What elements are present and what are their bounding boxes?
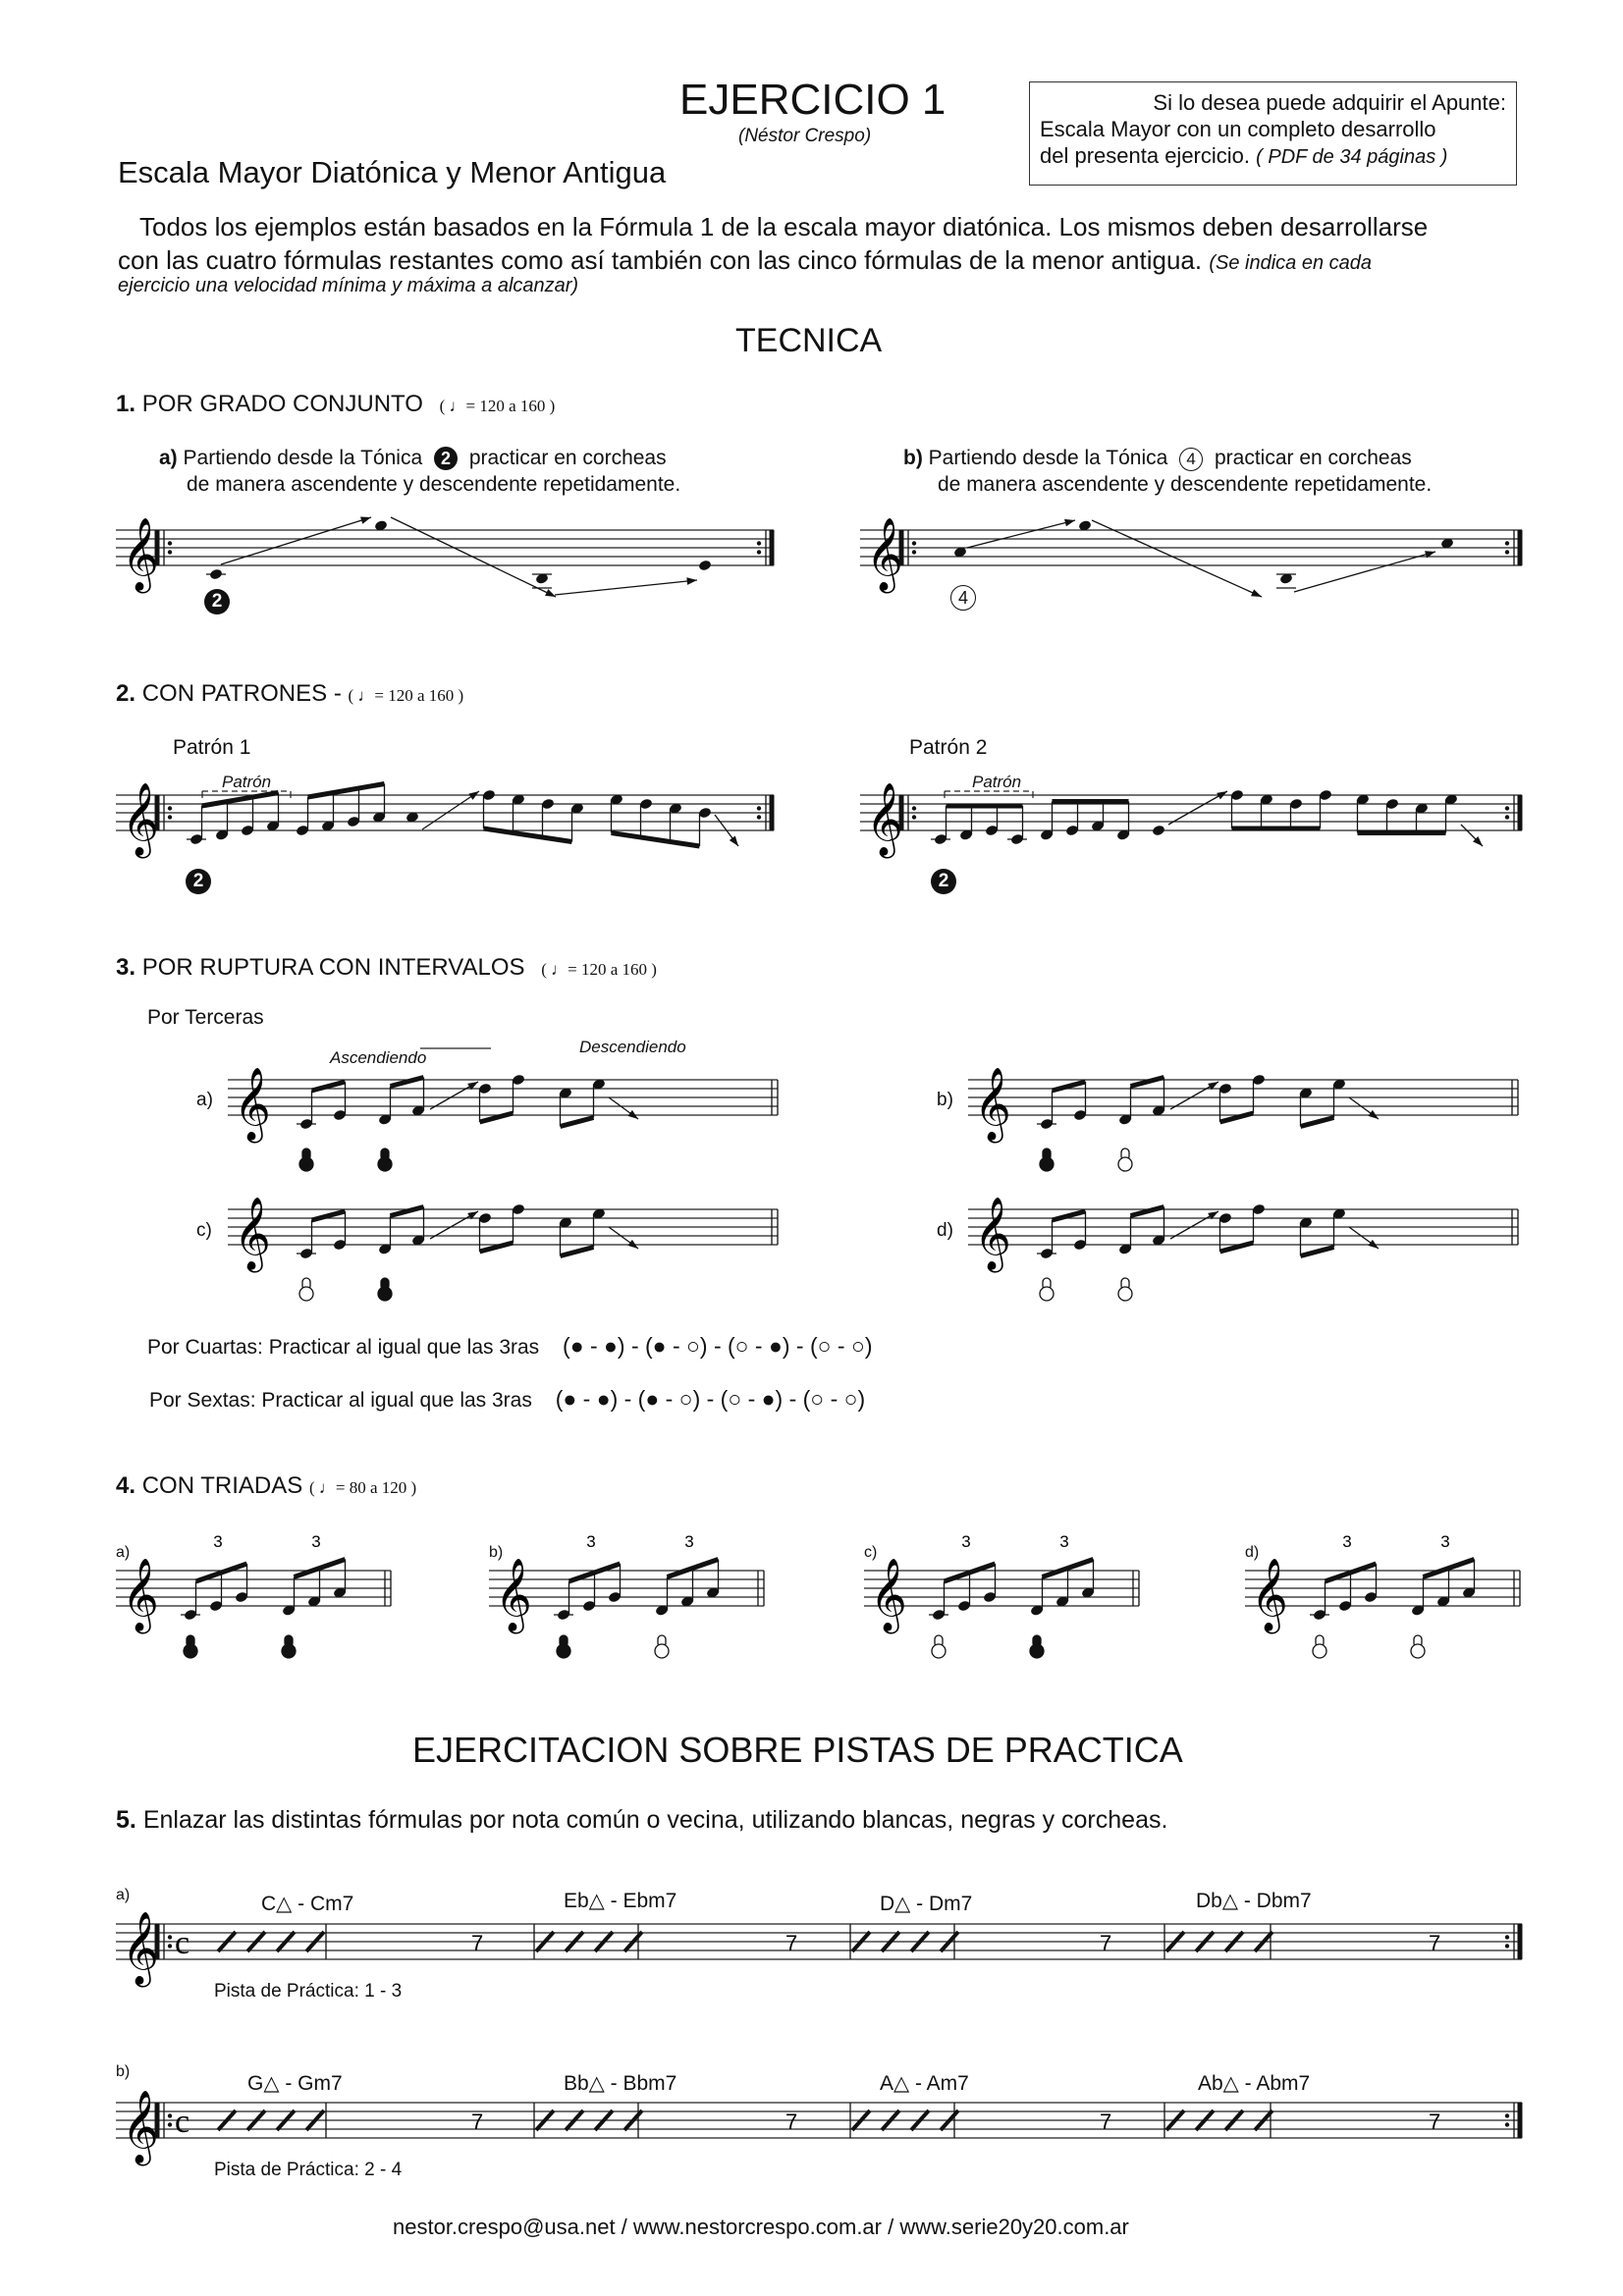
pistas-heading: EJERCITACION SOBRE PISTAS DE PRACTICA [412,1730,1183,1770]
note-beam [391,1078,424,1087]
repeat-dot [168,2122,172,2126]
note-beam [312,1082,346,1091]
exercise-label-c: c) [196,1220,212,1241]
circled-string-number: 4 [950,585,976,611]
note-beam [1131,1207,1164,1216]
treble-clef: 𝄞 [974,1068,1011,1141]
triplet-number: 3 [961,1532,971,1551]
finger-open-icon [1118,1287,1132,1301]
treble-clef: 𝄞 [122,783,159,856]
arrow-line [221,517,371,564]
repeat-dot [168,1935,172,1939]
circled-string-number: 2 [931,869,956,894]
repeat-dot [912,806,916,810]
repeat-dot [757,550,761,554]
treble-clef: 𝄞 [122,1912,159,1985]
finger-pressed-icon [378,1287,392,1301]
note-beam [1053,1211,1086,1220]
note-beam [1301,1118,1334,1127]
author: (Néstor Crespo) [738,126,872,146]
treble-clef: 𝄞 [974,1198,1011,1270]
triad-label-c: c) [864,1544,878,1561]
triplet-number: 3 [1059,1532,1069,1551]
repeat-dot [1505,2113,1509,2117]
circled-string-number: 2 [204,589,230,614]
finger-pressed-icon [282,1644,296,1658]
treble-clef: 𝄞 [122,1559,159,1631]
measure-repeat-sign: 7 [785,2109,798,2134]
repeat-dot [168,806,172,810]
info-line-1: Si lo desea puede adquirir el Apunte: [1153,90,1506,115]
repeat-dot [1505,1935,1509,1939]
s1-a-label: a) [159,447,178,469]
tempo-marking: ( ♩= 120 a 160 ) [348,686,464,705]
triad-label-d: d) [1245,1544,1260,1561]
pattern-bracket-label: Patrón [972,773,1022,791]
circled-string-number: 4 [1179,448,1203,471]
tempo-marking: ( ♩= 120 a 160 ) [439,397,556,415]
finger-pressed-icon [557,1644,570,1658]
measure-repeat-sign: 7 [471,2109,484,2134]
info-line-3: del presenta ejercicio. [1040,143,1251,168]
finger-pressed-icon [1030,1644,1044,1658]
note-beam [1131,1078,1164,1087]
repeat-dot [912,550,916,554]
chord-symbol: A△ - Am7 [880,2072,969,2095]
section-3-text: POR RUPTURA CON INTERVALOS [141,954,525,981]
exercise-label-d: d) [937,1220,953,1241]
treble-clef: 𝄞 [495,1559,532,1631]
tecnica-heading: TECNICA [735,322,883,359]
measure-repeat-sign: 7 [1429,1931,1441,1955]
intro-line-3: ejercicio una velocidad mínima y máxima a alcanzar) [118,275,579,296]
treble-clef: 𝄞 [1251,1559,1288,1631]
descendiendo-label: Descendiendo [579,1038,686,1056]
repeat-dot [912,815,916,819]
circled-string-number: 2 [186,869,211,894]
repeat-dot [168,2113,172,2117]
treble-clef: 𝄞 [122,2091,159,2163]
measure-repeat-sign: 7 [785,1931,798,1955]
triad-label-b: b) [489,1544,504,1561]
arrow-line [967,520,1075,548]
chord-symbol: D△ - Dm7 [880,1893,973,1915]
terceras-label: Por Terceras [147,1006,264,1029]
note-beam [1220,1113,1254,1122]
finger-open-icon [932,1644,946,1658]
subtitle: Escala Mayor Diatónica y Menor Antigua [118,155,667,189]
chord-symbol: G△ - Gm7 [247,2072,343,2095]
section-3-number: 3. [116,954,136,981]
ascendiendo-label: Ascendiendo [330,1048,427,1067]
s1-a-line1b: practicar en corcheas [468,447,667,469]
triplet-number: 3 [311,1532,321,1551]
finger-pressed-icon [378,1157,392,1171]
track-label-b: Pista de Práctica: 2 - 4 [214,2160,403,2180]
intro-line-2: con las cuatro fórmulas restantes como así también con las cinco fórmulas de la menor antigua. [118,245,1203,275]
triplet-number: 3 [586,1532,596,1551]
finger-pressed-icon [1040,1157,1054,1171]
cuartas-text: Por Cuartas: Practicar al igual que las 3ras [147,1336,540,1359]
finger-open-icon [299,1287,313,1301]
finger-combos: (● - ●) - (● - ○) - (○ - ●) - (○ - ○) [563,1333,873,1359]
repeat-dot [757,541,761,545]
finger-open-icon [655,1644,669,1658]
repeat-dot [1505,1944,1509,1948]
exercise-label-a: a) [196,1090,213,1110]
repeat-dot [1505,815,1509,819]
repeat-dot [912,541,916,545]
triplet-number: 3 [1342,1532,1352,1551]
footer-contact: nestor.crespo@usa.net / www.nestorcrespo.com.ar / www.serie20y20.com.ar [393,2215,1129,2239]
info-line-2: Escala Mayor con un completo desarrollo [1040,117,1436,141]
arrow-head [730,835,738,846]
intro-line-1: Todos los ejemplos están basados en la Fórmula 1 de la escala mayor diatónica. Los mismos deben desarrollarse [139,212,1429,241]
section-4-text: CON TRIADAS [141,1472,303,1499]
triad-label-a: a) [116,1544,131,1561]
row-b-label: b) [116,2063,131,2080]
tempo-marking: ( ♩= 80 a 120 ) [308,1478,417,1497]
finger-pressed-icon [184,1644,197,1658]
treble-clef: 𝄞 [870,1559,907,1631]
info-line-3-note: ( PDF de 34 páginas ) [1256,146,1448,168]
repeat-dot [168,815,172,819]
arrow-head [1251,589,1262,597]
sextas-text: Por Sextas: Practicar al igual que las 3ras [149,1389,532,1412]
treble-clef: 𝄞 [122,518,159,591]
pattern-2-label: Patrón 2 [909,736,988,759]
s1-a-line2: de manera ascendente y descendente repetidamente. [187,473,681,496]
note-beam [612,833,700,847]
note-head [698,560,712,572]
chord-symbol: Bb△ - Bbm7 [564,2072,677,2095]
finger-open-icon [1040,1287,1054,1301]
note-beam [1301,1248,1334,1256]
section-2-text: CON PATRONES - [141,680,342,707]
arrow-head [545,589,556,597]
s1-b-label: b) [903,447,923,469]
arrow-line [422,791,479,829]
repeat-dot [757,815,761,819]
arrow-head [1064,519,1075,526]
s1-b-line1: Partiendo desde la Tónica [928,447,1168,469]
finger-open-icon [1411,1644,1425,1658]
finger-open-icon [1118,1157,1132,1171]
arrow-head [686,577,697,585]
section-5-number: 5. [116,1806,136,1834]
triplet-number: 3 [1440,1532,1450,1551]
note-beam [561,1248,594,1256]
arrow-line [1168,791,1227,825]
circled-string-number: 2 [434,447,458,470]
s1-b-line2: de manera ascendente y descendente repetidamente. [938,473,1433,496]
repeat-dot [168,541,172,545]
triplet-number: 3 [213,1532,223,1551]
treble-clef: 𝄞 [234,1068,271,1141]
repeat-dot [757,806,761,810]
repeat-dot [1505,806,1509,810]
section-1-number: 1. [116,391,136,417]
measure-repeat-sign: 7 [1100,2109,1112,2134]
chord-symbol: Ab△ - Abm7 [1198,2072,1311,2095]
repeat-dot [168,550,172,554]
intro-line-2-note: (Se indica en cada [1209,252,1373,274]
arrow-line [1294,552,1435,592]
chord-symbol: Db△ - Dbm7 [1196,1890,1312,1912]
note-beam [1220,1243,1254,1252]
pattern-1-label: Patrón 1 [173,736,251,759]
row-a-label: a) [116,1887,131,1903]
tempo-marking: ( ♩= 120 a 160 ) [541,960,657,979]
note-head [1152,825,1165,837]
section-5-text: Enlazar las distintas fórmulas por nota común o vecina, utilizando blancas, negras y corcheas. [142,1806,1168,1834]
pattern-bracket-label: Patrón [222,773,272,791]
repeat-dot [1505,541,1509,545]
measure-repeat-sign: 7 [1429,2109,1441,2134]
repeat-dot [1505,550,1509,554]
note-beam [391,1207,424,1216]
repeat-dot [1505,2122,1509,2126]
repeat-dot [168,1944,172,1948]
note-beam [561,1118,594,1127]
page-title: EJERCICIO 1 [679,76,947,124]
s1-b-line1b: practicar en corcheas [1214,447,1412,469]
s1-a-line1: Partiendo desde la Tónica [183,447,423,469]
section-1-text: POR GRADO CONJUNTO [141,391,423,417]
track-label-a: Pista de Práctica: 1 - 3 [214,1981,403,2002]
chord-symbol: C△ - Cm7 [261,1893,354,1915]
finger-pressed-icon [299,1157,313,1171]
triplet-number: 3 [684,1532,694,1551]
time-signature: c [175,2104,190,2140]
treble-clef: 𝄞 [234,1198,271,1270]
measure-repeat-sign: 7 [1100,1931,1112,1955]
arrow-head [360,516,371,523]
finger-combos: (● - ●) - (● - ○) - (○ - ●) - (○ - ○) [555,1386,866,1412]
arrow-line [555,580,697,595]
arrow-line [1092,520,1262,597]
section-4-number: 4. [116,1472,136,1499]
section-2-number: 2. [116,680,136,707]
chord-symbol: Eb△ - Ebm7 [564,1890,677,1912]
note-beam [312,1211,346,1220]
exercise-label-b: b) [937,1090,953,1110]
finger-open-icon [1313,1644,1326,1658]
note-beam [1053,1082,1086,1091]
note-beam [480,1113,514,1122]
measure-repeat-sign: 7 [471,1931,484,1955]
treble-clef: 𝄞 [866,783,903,856]
note-beam [480,1243,514,1252]
treble-clef: 𝄞 [866,518,903,591]
time-signature: c [175,1925,190,1961]
